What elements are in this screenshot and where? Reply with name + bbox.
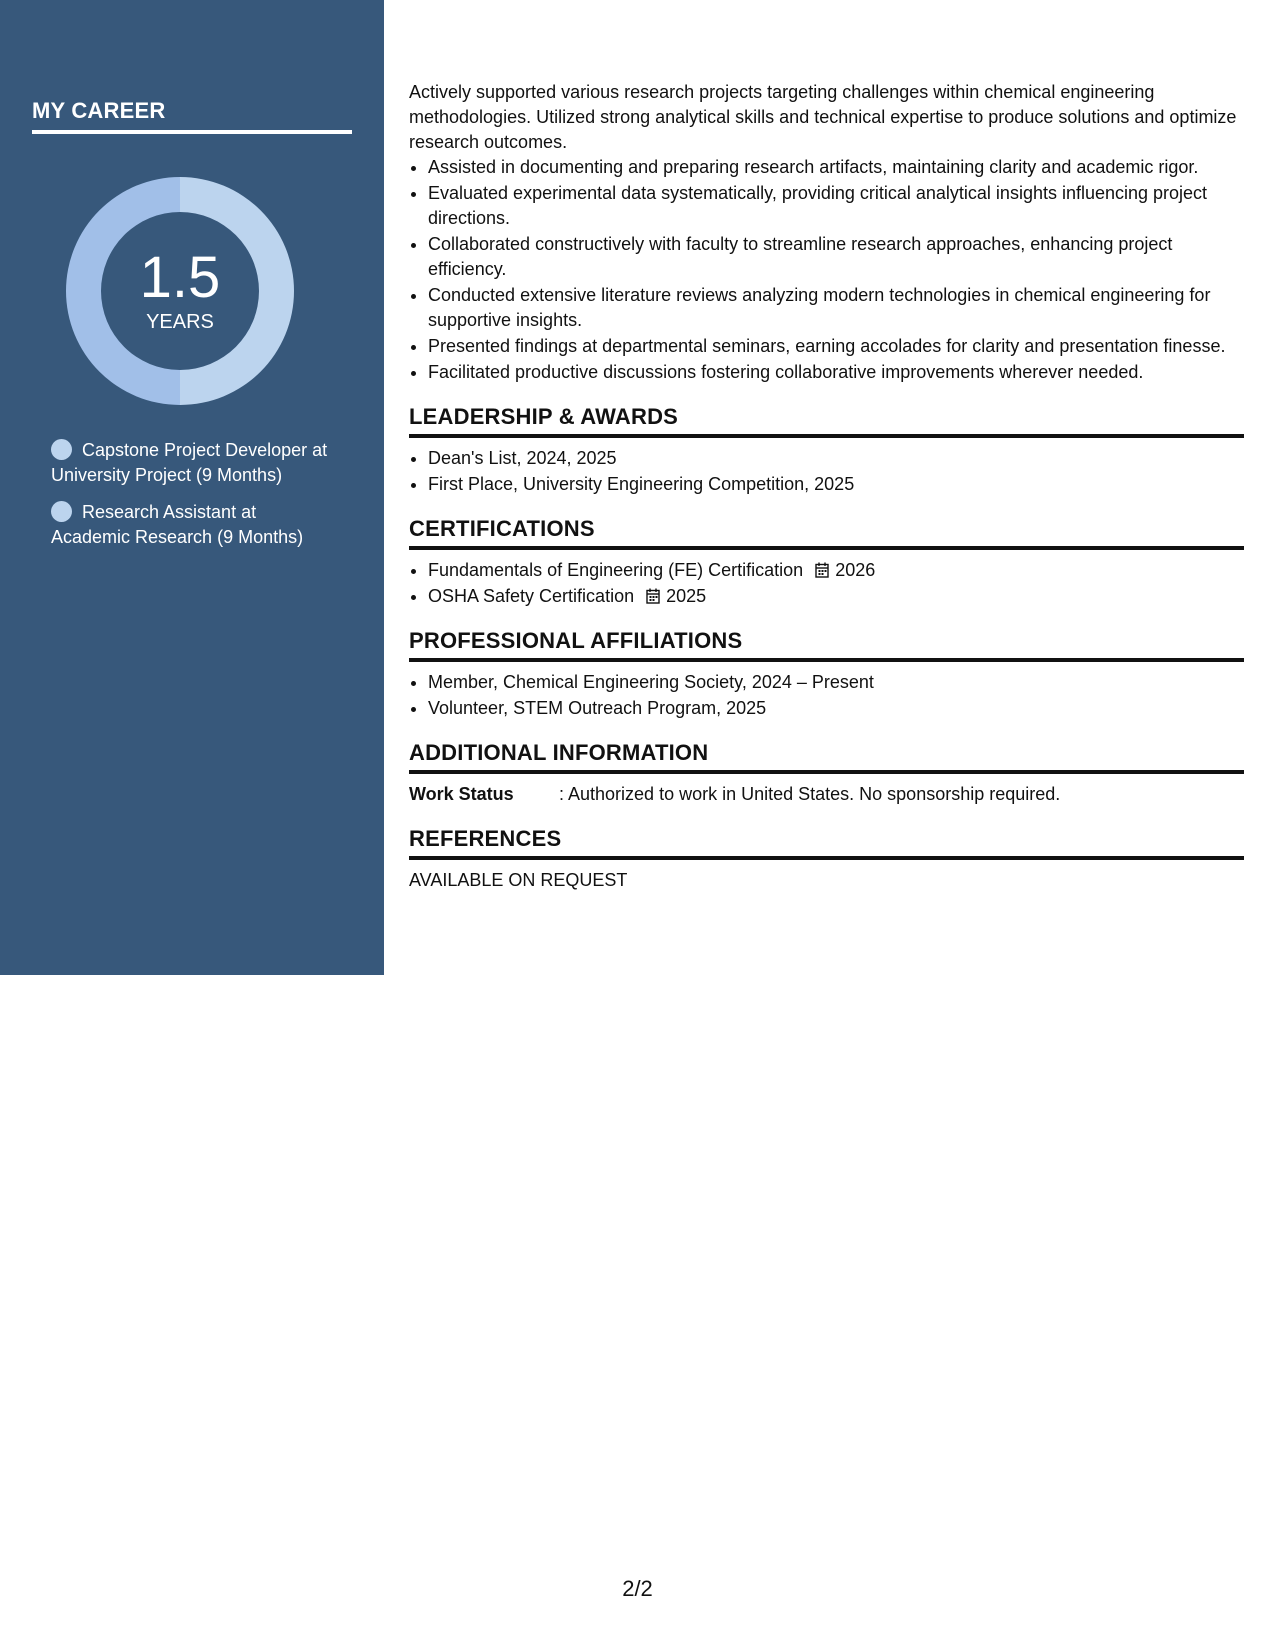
experience-bullets bbox=[409, 155, 1244, 385]
certification-name: OSHA Safety Certification bbox=[428, 586, 635, 606]
certification-year: 2026 bbox=[835, 560, 876, 580]
certification-item bbox=[428, 558, 1244, 583]
career-item-label: Research Assistant at Academic Research (9 Months) bbox=[51, 502, 304, 547]
legend-dot-icon bbox=[51, 501, 72, 522]
affiliation-item: • Member, Chemical Engineering Society, 2024 – Present bbox=[428, 670, 1244, 695]
experience-bullet: • Assisted in documenting and preparing research artifacts, maintaining clarity and academic rigor. bbox=[428, 155, 1244, 180]
calendar-icon bbox=[815, 562, 829, 578]
experience-bullet: • Collaborated constructively with faculty to streamline research approaches, enhancing project efficiency. bbox=[428, 232, 1244, 282]
career-total-value: 1.5 bbox=[139, 245, 221, 310]
work-status-label: Work Status bbox=[409, 784, 514, 804]
experience-bullet: • Presented findings at departmental seminars, earning accolades for clarity and presentation finesse. bbox=[428, 334, 1244, 359]
experience-bullet: • Conducted extensive literature reviews analyzing modern technologies in chemical engineering for supportive insights. bbox=[428, 283, 1244, 333]
references-heading: REFERENCES bbox=[409, 825, 1244, 860]
work-status-row bbox=[409, 782, 1244, 807]
certification-name: Fundamentals of Engineering (FE) Certification bbox=[428, 560, 804, 580]
sidebar bbox=[0, 0, 384, 975]
experience-bullet: • Facilitated productive discussions fostering collaborative improvements wherever needed. bbox=[428, 360, 1244, 385]
certification-item bbox=[428, 584, 1244, 609]
leadership-item: • First Place, University Engineering Competition, 2025 bbox=[428, 472, 1244, 497]
affiliations-heading: PROFESSIONAL AFFILIATIONS bbox=[409, 627, 1244, 662]
main-content bbox=[409, 80, 1244, 893]
career-item bbox=[51, 438, 331, 488]
career-title: MY CAREER bbox=[32, 98, 352, 134]
career-item bbox=[51, 500, 331, 550]
career-item-label: Capstone Project Developer at University Project (9 Months) bbox=[51, 440, 328, 485]
experience-bullet: • Evaluated experimental data systematically, providing critical analytical insights influencing project directions. bbox=[428, 181, 1244, 231]
work-status-value: : Authorized to work in United States. No sponsorship required. bbox=[559, 784, 1061, 804]
leadership-item: • Dean's List, 2024, 2025 bbox=[428, 446, 1244, 471]
leadership-list bbox=[409, 446, 1244, 497]
certifications-list bbox=[409, 558, 1244, 609]
references-text: AVAILABLE ON REQUEST bbox=[409, 870, 628, 890]
page-number: 2/2 bbox=[622, 1576, 653, 1601]
additional-info-heading: ADDITIONAL INFORMATION bbox=[409, 739, 1244, 774]
career-breakdown-list bbox=[51, 438, 331, 562]
leadership-heading: LEADERSHIP & AWARDS bbox=[409, 403, 1244, 438]
affiliations-list bbox=[409, 670, 1244, 721]
experience-intro: Actively supported various research projects targeting challenges within chemical engineering methodologies. Utilized strong analytical skills and technical expertise to produce solutions and optimize research outcomes. bbox=[409, 82, 1237, 152]
legend-dot-icon bbox=[51, 439, 72, 460]
certification-year: 2025 bbox=[666, 586, 707, 606]
career-total-unit: YEARS bbox=[146, 311, 214, 333]
certifications-heading: CERTIFICATIONS bbox=[409, 515, 1244, 550]
affiliation-item: • Volunteer, STEM Outreach Program, 2025 bbox=[428, 696, 1244, 721]
calendar-icon bbox=[646, 588, 660, 604]
